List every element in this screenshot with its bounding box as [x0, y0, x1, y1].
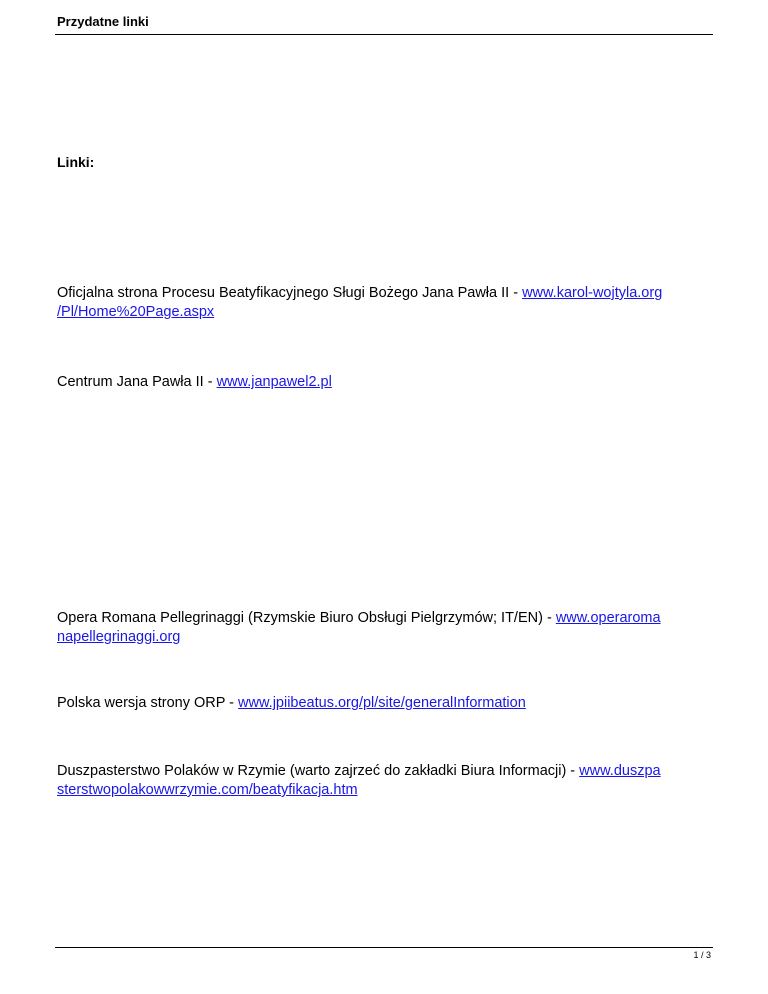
- section-heading: Linki:: [57, 154, 95, 170]
- link-operaromanapellegrinaggi[interactable]: www.operaroma napellegrinaggi.org: [57, 610, 661, 645]
- link-description: Oficjalna strona Procesu Beatyfikacyjnego Sługi Bożego Jana Pawła II -: [57, 285, 523, 301]
- link-entry-duszpasterstwo: [57, 762, 717, 800]
- footer-divider: [55, 947, 713, 948]
- page-number: 1 / 3: [693, 950, 711, 960]
- page-title: Przydatne linki: [57, 14, 149, 29]
- link-entry-beatification-process: [57, 284, 717, 322]
- link-entry-opera-romana: [57, 609, 717, 647]
- link-karol-wojtyla[interactable]: www.karol-wojtyla.org /Pl/Home%20Page.aspx: [57, 285, 663, 320]
- link-description: Polska wersja strony ORP -: [57, 695, 239, 711]
- link-description: Centrum Jana Pawła II -: [57, 374, 217, 390]
- header-divider: [55, 34, 713, 35]
- link-jpiibeatus[interactable]: www.jpiibeatus.org/pl/site/generalInformation: [238, 695, 526, 711]
- link-janpawel2[interactable]: www.janpawel2.pl: [216, 374, 332, 390]
- link-entry-centrum-jp2: [57, 373, 717, 392]
- link-duszpasterstwo[interactable]: www.duszpa sterstwopolakowwrzymie.com/beatyfikacja.htm: [57, 763, 661, 798]
- link-entry-orp-polish: [57, 694, 717, 713]
- link-description: Duszpasterstwo Polaków w Rzymie (warto zajrzeć do zakładki Biura Informacji) -: [57, 763, 580, 779]
- link-description: Opera Romana Pellegrinaggi (Rzymskie Biuro Obsługi Pielgrzymów; IT/EN) -: [57, 610, 556, 626]
